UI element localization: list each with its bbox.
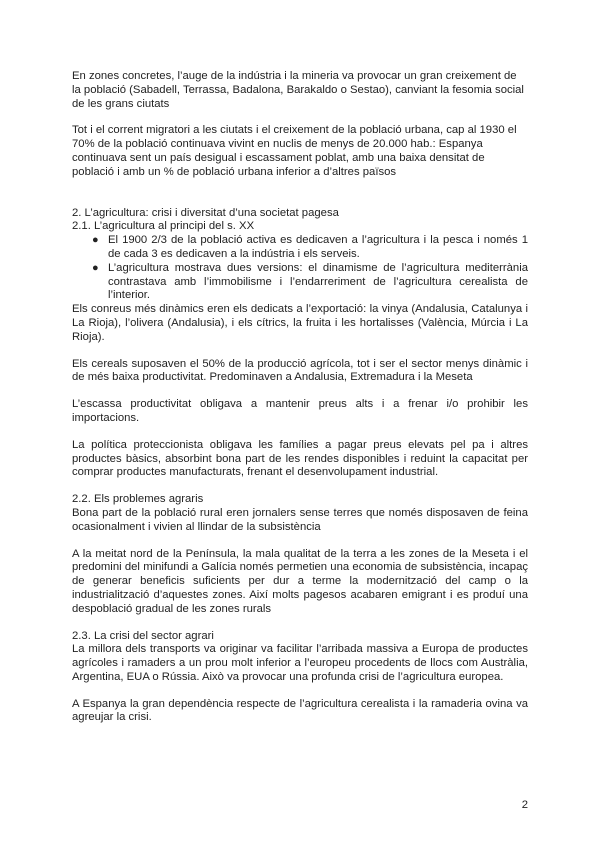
paragraph-migracio: Tot i el corrent migratori a les ciutats i el creixement de la població urbana, cap al 1930 el 70% de la població continuava vivint en nuclis de menys de 20.000 hab.: Espanya continuava sent un país desigual i escassament poblat, amb una baixa densitat de població i amb un % de població urbana inferior a d’altres països — [72, 124, 517, 178]
subsection-title-problemes: 2.2. Els problemes agraris — [72, 493, 204, 506]
paragraph-politica: La política proteccionista obligava les famílies a pagar preus elevats pel pa i altres productes bàsics, absorbint bona part de les rendes disponibles i reduint la capacitat per comprar productes manufacturats, frenant el desenvolupament industrial. — [72, 438, 528, 479]
bullet-icon: ● — [92, 261, 99, 274]
paragraph-industria: En zones concretes, l’auge de la indústria i la mineria va provocar un gran creixement de la població (Sabadell, Terrassa, Badalona, Barakaldo o Sestao), canviant la fesomia social de les grans ciutats — [72, 70, 524, 110]
paragraph-espanya: A Espanya la gran dependència respecte de l’agricultura cerealista i la ramaderia ovina va agreujar la crisi. — [72, 697, 528, 724]
subsection-title-principi-segle: 2.1. L’agricultura al principi del s. XX — [72, 220, 255, 233]
paragraph-meitat-nord: A la meitat nord de la Península, la mala qualitat de la terra a les zones de la Meseta i el predomini del minifundi a Galícia només permetien una economia de subsistència, incapaç de generar beneficis suficients per dur a terme la modernització del camp o la industrialització d’aquestes zones. Així molts pagesos acabaren emigrant i es produí una despoblació gradual de les zones rurals — [72, 547, 528, 615]
paragraph-poblacio-rural: Bona part de la població rural eren jornalers sense terres que només disposaven de feina ocasionalment i vivien al llindar de la subsistència — [72, 506, 528, 533]
subsection-title-crisi: 2.3. La crisi del sector agrari — [72, 629, 214, 642]
page-number: 2 — [521, 799, 528, 811]
paragraph-transports: La millora dels transports va originar va facilitar l’arribada massiva a Europa de productes agrícoles i ramaders a un prou molt inferior a l’europeu procedents de llocs com Austràlia, Argentina, EUA o Rússia. Això va provocar una profunda crisi de l’agricultura europea. — [72, 643, 528, 683]
list-item: ● El 1900 2/3 de la població activa es dedicaven a l’agricultura i la pesca i només 1 de cada 3 es dedicaven a la indústria i els serveis. — [92, 234, 528, 260]
section-title-agricultura: 2. L’agricultura: crisi i diversitat d’una societat pagesa — [72, 206, 339, 219]
paragraph-cereals: Els cereals suposaven el 50% de la producció agrícola, tot i ser el sector menys dinàmic i de més baixa productivitat. Predominaven a Andalusia, Extremadura i la Meseta — [72, 357, 528, 384]
list-item: ● L’agricultura mostrava dues versions: el dinamisme de l’agricultura mediterrània contrastava amb l’immobilisme i l’endarreriment de l’agricultura cerealista de l’interior. — [92, 261, 528, 302]
bullet-list — [72, 234, 528, 303]
paragraph-productivitat: L’escassa productivitat obligava a mantenir preus alts i a frenar i/o prohibir les importacions. — [72, 398, 528, 424]
bullet-icon: ● — [92, 234, 99, 247]
document-page — [72, 70, 528, 725]
paragraph-conreus: Els conreus més dinàmics eren els dedicats a l’exportació: la vinya (Andalusia, Catalunya i La Rioja), l’olivera (Andalusia), i els cítrics, la fruita i les hortalisses (València, Múrcia i La Rioja). — [72, 303, 528, 343]
